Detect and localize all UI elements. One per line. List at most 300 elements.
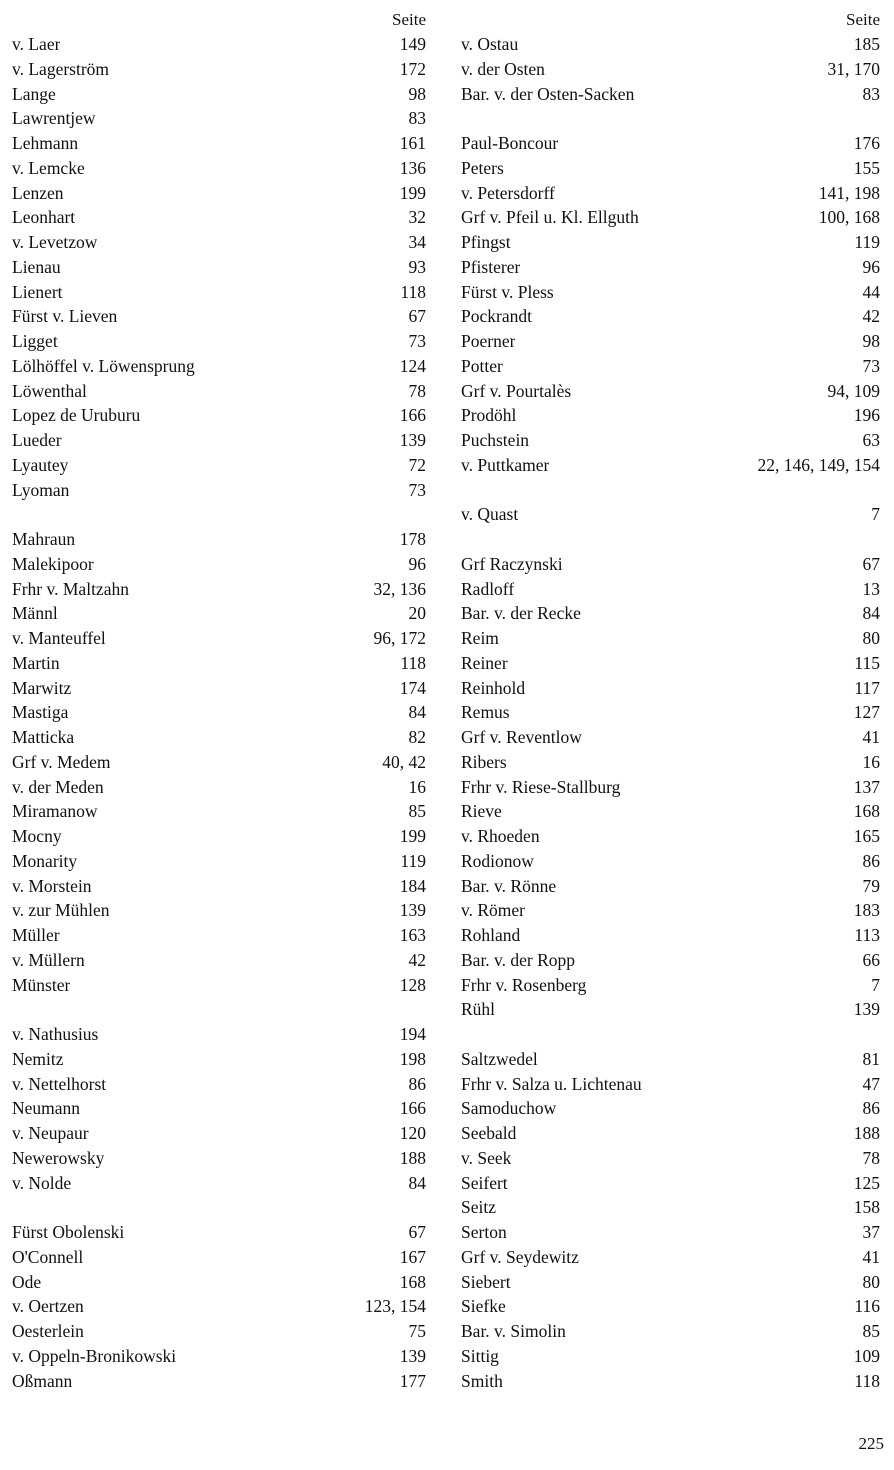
index-entry [461, 898, 880, 923]
entry-name: v. Müllern [12, 949, 85, 970]
entry-pages: 109 [853, 1345, 880, 1366]
entry-name: Seifert [461, 1172, 508, 1193]
entry-pages: 78 [862, 1147, 880, 1168]
entry-name: v. Nolde [12, 1172, 72, 1193]
entry-pages: 20 [408, 603, 426, 624]
entry-name: Matticka [12, 727, 75, 747]
index-entry [461, 824, 880, 849]
entry-pages: 128 [399, 974, 426, 995]
entry-pages: 83 [408, 108, 426, 129]
index-entry [12, 948, 426, 973]
index-entry [12, 379, 426, 404]
index-column-left [12, 8, 426, 1393]
entry-name: Bar. v. Simolin [461, 1321, 566, 1341]
entry-name: Pfisterer [461, 256, 521, 277]
index-entry [461, 1319, 880, 1344]
index-entry [12, 676, 426, 701]
entry-pages: 196 [853, 405, 880, 426]
entry-pages: 32 [408, 207, 426, 228]
index-entry [461, 923, 880, 948]
index-entry [461, 725, 880, 750]
entry-pages: 168 [399, 1271, 426, 1292]
column-header-seite: Seite [846, 10, 880, 29]
entry-name: Ribers [461, 751, 507, 772]
index-entry [12, 1294, 426, 1319]
entry-name: v. Rhoeden [461, 826, 540, 846]
entry-name: Lueder [12, 430, 62, 450]
entry-pages: 127 [853, 702, 880, 723]
entry-pages: 113 [854, 925, 880, 945]
index-column-right [461, 8, 880, 1393]
index-entry [12, 1319, 426, 1344]
index-entry [461, 700, 880, 725]
entry-name: Lenzen [12, 182, 64, 203]
section-gap [12, 1195, 426, 1220]
index-entry [12, 1245, 426, 1270]
entry-pages: 41 [862, 727, 880, 747]
entry-name: Oesterlein [12, 1321, 84, 1341]
section-gap [461, 1022, 880, 1047]
entry-pages: 7 [871, 504, 880, 525]
entry-pages: 73 [408, 331, 426, 351]
entry-pages: 42 [862, 306, 880, 327]
index-entry [12, 57, 426, 82]
entry-name: Pockrandt [461, 306, 532, 327]
entry-pages: 118 [400, 652, 426, 673]
entry-name: Poerner [461, 331, 516, 351]
entry-name: Lyautey [12, 454, 69, 475]
entry-name: Frhr v. Maltzahn [12, 578, 129, 599]
index-entry [461, 1195, 880, 1220]
page-number: 225 [858, 1434, 884, 1453]
entry-name: v. Lemcke [12, 157, 85, 178]
index-entry [12, 849, 426, 874]
index-entry [461, 601, 880, 626]
index-entry [12, 799, 426, 824]
index-entry [12, 82, 426, 107]
entry-name: Sittig [461, 1345, 499, 1366]
entry-pages: 119 [400, 850, 426, 871]
entry-name: Siebert [461, 1271, 511, 1292]
entry-pages: 73 [408, 479, 426, 500]
entry-pages: 67 [408, 1222, 426, 1242]
index-entry [461, 453, 880, 478]
entry-name: Rodionow [461, 850, 534, 871]
entry-name: Neumann [12, 1098, 81, 1119]
entry-pages: 199 [399, 826, 426, 846]
entry-name: Münster [12, 974, 71, 995]
index-entry [461, 403, 880, 428]
entry-name: Potter [461, 355, 503, 376]
entry-name: Rühl [461, 999, 496, 1020]
entry-pages: 116 [854, 1296, 880, 1317]
entry-name: Bar. v. Rönne [461, 875, 557, 896]
index-entry [12, 156, 426, 181]
index-entry [461, 1294, 880, 1319]
entry-pages: 47 [862, 1073, 880, 1094]
entry-pages: 176 [853, 133, 880, 153]
entry-pages: 168 [853, 801, 880, 822]
entry-pages: 16 [862, 751, 880, 772]
entry-name: Leonhart [12, 207, 76, 228]
entry-name: Männl [12, 603, 58, 624]
entry-pages: 67 [862, 553, 880, 574]
entry-name: Frhr v. Rosenberg [461, 974, 587, 995]
entry-pages: 63 [862, 430, 880, 450]
index-entry [12, 403, 426, 428]
entry-name: Rohland [461, 925, 521, 945]
entry-pages: 22, 146, 149, 154 [757, 454, 880, 475]
entry-name: Lienert [12, 281, 63, 302]
entry-pages: 183 [853, 900, 880, 921]
entry-pages: 86 [408, 1073, 426, 1094]
index-entry [12, 478, 426, 503]
entry-pages: 86 [862, 1098, 880, 1119]
entry-name: Oßmann [12, 1370, 73, 1391]
index-entry [461, 1220, 880, 1245]
entry-pages: 166 [399, 1098, 426, 1119]
index-entry [461, 1072, 880, 1097]
section-gap [12, 997, 426, 1022]
entry-name: Lange [12, 83, 56, 104]
entry-name: Samoduchow [461, 1098, 557, 1119]
entry-pages: 137 [853, 776, 880, 797]
index-entry [12, 280, 426, 305]
entry-pages: 125 [853, 1172, 880, 1193]
entry-pages: 177 [399, 1370, 426, 1391]
index-entry [461, 1096, 880, 1121]
index-entry [461, 552, 880, 577]
entry-pages: 161 [399, 133, 426, 153]
entry-name: Smith [461, 1370, 503, 1391]
entry-pages: 86 [862, 850, 880, 871]
index-entry [461, 57, 880, 82]
index-entry [461, 82, 880, 107]
entry-name: Bar. v. der Recke [461, 603, 581, 624]
entry-pages: 98 [862, 331, 880, 351]
entry-name: Reiner [461, 652, 508, 673]
entry-pages: 96 [862, 256, 880, 277]
index-entry [461, 280, 880, 305]
entry-pages: 163 [399, 925, 426, 945]
index-entry [461, 1344, 880, 1369]
entry-name: Reinhold [461, 677, 526, 698]
entry-name: Frhr v. Riese-Stallburg [461, 776, 621, 797]
entry-pages: 139 [853, 999, 880, 1020]
entry-pages: 79 [862, 875, 880, 896]
entry-pages: 84 [408, 702, 426, 723]
index-entry [461, 1245, 880, 1270]
entry-pages: 167 [399, 1246, 426, 1267]
entry-name: Radloff [461, 578, 515, 599]
entry-name: Rieve [461, 801, 502, 822]
section-gap [461, 478, 880, 503]
entry-pages: 42 [408, 949, 426, 970]
index-entry [461, 874, 880, 899]
section-gap [461, 106, 880, 131]
index-entry [12, 1022, 426, 1047]
entry-name: Grf v. Pfeil u. Kl. Ellguth [461, 207, 639, 228]
entry-pages: 149 [399, 34, 426, 54]
index-entry [461, 379, 880, 404]
entry-pages: 123, 154 [364, 1296, 426, 1317]
index-entry [461, 1270, 880, 1295]
index-entry [461, 626, 880, 651]
index-entry [12, 181, 426, 206]
index-entry [461, 32, 880, 57]
entry-name: v. Römer [461, 900, 525, 921]
entry-name: Müller [12, 925, 60, 945]
index-entry [12, 32, 426, 57]
index-entry [12, 354, 426, 379]
entry-pages: 198 [399, 1048, 426, 1069]
index-entry [461, 948, 880, 973]
entry-name: Mahraun [12, 529, 76, 549]
entry-pages: 118 [400, 281, 426, 302]
index-entry [12, 923, 426, 948]
entry-pages: 7 [871, 974, 880, 995]
entry-name: Ode [12, 1271, 42, 1292]
entry-pages: 93 [408, 256, 426, 277]
entry-pages: 81 [862, 1048, 880, 1069]
entry-pages: 80 [862, 628, 880, 648]
entry-name: v. Seek [461, 1147, 512, 1168]
entry-name: Prodöhl [461, 405, 517, 426]
entry-name: Frhr v. Salza u. Lichtenau [461, 1073, 642, 1094]
entry-pages: 120 [399, 1123, 426, 1143]
column-header-seite: Seite [392, 10, 426, 29]
entry-name: v. der Meden [12, 776, 104, 797]
entry-pages: 155 [853, 157, 880, 178]
index-entry [461, 1369, 880, 1394]
entry-pages: 139 [399, 430, 426, 450]
index-entry [12, 700, 426, 725]
entry-name: v. Nathusius [12, 1024, 99, 1044]
index-entry [12, 329, 426, 354]
index-entry [461, 230, 880, 255]
index-entry [461, 849, 880, 874]
index-entry [12, 1096, 426, 1121]
index-entry [12, 205, 426, 230]
index-entry [461, 1171, 880, 1196]
index-entry [461, 973, 880, 998]
entry-pages: 117 [854, 677, 880, 698]
entry-name: Saltzwedel [461, 1048, 538, 1069]
entry-name: Ligget [12, 331, 58, 351]
entry-name: Newerowsky [12, 1147, 105, 1168]
entry-name: v. Puttkamer [461, 454, 550, 475]
entry-pages: 174 [399, 677, 426, 698]
entry-pages: 44 [862, 281, 880, 302]
entry-name: v. Nettelhorst [12, 1073, 107, 1094]
entry-name: v. Neupaur [12, 1123, 89, 1143]
entry-name: Löwenthal [12, 380, 87, 401]
entry-pages: 85 [408, 801, 426, 822]
entry-pages: 96 [408, 553, 426, 574]
entry-name: Grf v. Seydewitz [461, 1246, 579, 1267]
index-entry [12, 1369, 426, 1394]
entry-name: v. Oppeln-Bronikowski [12, 1345, 177, 1366]
index-entry [12, 651, 426, 676]
index-entry [461, 181, 880, 206]
entry-pages: 100, 168 [818, 207, 880, 228]
entry-pages: 80 [862, 1271, 880, 1292]
entry-name: v. Ostau [461, 34, 519, 54]
entry-name: v. Laer [12, 34, 61, 54]
entry-pages: 141, 198 [818, 182, 880, 203]
entry-pages: 184 [399, 875, 426, 896]
entry-name: Martin [12, 652, 60, 673]
entry-name: Fürst v. Pless [461, 281, 554, 302]
entry-name: Grf Raczynski [461, 553, 563, 574]
entry-pages: 118 [854, 1370, 880, 1391]
index-entry [12, 750, 426, 775]
index-entry [461, 428, 880, 453]
entry-pages: 158 [853, 1197, 880, 1218]
entry-pages: 41 [862, 1246, 880, 1267]
index-entry [12, 1072, 426, 1097]
index-entry [12, 527, 426, 552]
entry-name: Bar. v. der Osten-Sacken [461, 83, 635, 104]
entry-pages: 31, 170 [827, 58, 880, 79]
entry-name: Fürst Obolenski [12, 1222, 125, 1242]
entry-pages: 66 [862, 949, 880, 970]
index-entry [12, 1344, 426, 1369]
index-entry [12, 898, 426, 923]
entry-pages: 16 [408, 776, 426, 797]
index-entry [461, 1146, 880, 1171]
index-entry [461, 775, 880, 800]
index-entry [12, 428, 426, 453]
entry-pages: 199 [399, 182, 426, 203]
index-entry [12, 973, 426, 998]
entry-name: Puchstein [461, 430, 530, 450]
entry-name: v. zur Mühlen [12, 900, 110, 921]
entry-name: Seitz [461, 1197, 496, 1218]
entry-pages: 34 [408, 232, 426, 252]
entry-name: Remus [461, 702, 510, 723]
entry-name: v. Quast [461, 504, 519, 525]
entry-pages: 139 [399, 1345, 426, 1366]
entry-pages: 139 [399, 900, 426, 921]
index-entry [12, 824, 426, 849]
index-entry [12, 1146, 426, 1171]
entry-pages: 115 [854, 652, 880, 673]
index-entry [461, 676, 880, 701]
index-entry [461, 304, 880, 329]
entry-pages: 96, 172 [373, 628, 426, 648]
index-entry [12, 1047, 426, 1072]
entry-pages: 188 [853, 1123, 880, 1143]
entry-name: Bar. v. der Ropp [461, 949, 576, 970]
section-gap [461, 527, 880, 552]
entry-pages: 165 [853, 826, 880, 846]
entry-name: Serton [461, 1222, 507, 1242]
entry-name: v. Manteuffel [12, 628, 106, 648]
entry-pages: 82 [408, 727, 426, 747]
index-entry [12, 577, 426, 602]
entry-name: Lölhöffel v. Löwensprung [12, 355, 195, 376]
entry-pages: 119 [854, 232, 880, 252]
entry-pages: 172 [399, 58, 426, 79]
index-entry [461, 651, 880, 676]
entry-name: Mocny [12, 826, 62, 846]
index-entry [461, 329, 880, 354]
index-entry [461, 799, 880, 824]
index-entry [461, 502, 880, 527]
entry-name: v. der Osten [461, 58, 545, 79]
index-entry [12, 131, 426, 156]
entry-pages: 185 [853, 34, 880, 54]
index-entry [12, 1220, 426, 1245]
entry-pages: 188 [399, 1147, 426, 1168]
index-entry [12, 775, 426, 800]
entry-pages: 67 [408, 306, 426, 327]
entry-name: Lienau [12, 256, 61, 277]
entry-name: Miramanow [12, 801, 98, 822]
entry-pages: 13 [862, 578, 880, 599]
section-gap [12, 502, 426, 527]
index-entry [461, 131, 880, 156]
index-list-left [12, 32, 426, 1393]
entry-name: Siefke [461, 1296, 506, 1317]
entry-pages: 136 [399, 157, 426, 178]
index-list-right [461, 32, 880, 1393]
entry-name: Marwitz [12, 677, 72, 698]
index-entry [12, 601, 426, 626]
index-entry [461, 255, 880, 280]
entry-name: Grf v. Medem [12, 751, 111, 772]
entry-name: v. Levetzow [12, 232, 98, 252]
entry-name: v. Lagerström [12, 58, 110, 79]
entry-pages: 40, 42 [382, 751, 426, 772]
entry-pages: 83 [862, 83, 880, 104]
entry-name: Lehmann [12, 133, 79, 153]
index-entry [12, 230, 426, 255]
entry-pages: 84 [408, 1172, 426, 1193]
index-entry [12, 874, 426, 899]
entry-name: Seebald [461, 1123, 517, 1143]
index-entry [461, 156, 880, 181]
index-entry [12, 626, 426, 651]
entry-name: Malekipoor [12, 553, 94, 574]
entry-pages: 84 [862, 603, 880, 624]
index-entry [12, 1121, 426, 1146]
entry-pages: 98 [408, 83, 426, 104]
entry-name: Grf v. Reventlow [461, 727, 582, 747]
entry-name: O'Connell [12, 1246, 84, 1267]
index-entry [12, 1270, 426, 1295]
index-entry [461, 997, 880, 1022]
entry-name: Lyoman [12, 479, 70, 500]
entry-pages: 166 [399, 405, 426, 426]
index-entry [461, 354, 880, 379]
index-entry [12, 453, 426, 478]
index-entry [12, 255, 426, 280]
index-entry [12, 725, 426, 750]
entry-name: Mastiga [12, 702, 69, 723]
entry-pages: 178 [399, 529, 426, 549]
entry-name: Fürst v. Lieven [12, 306, 118, 327]
entry-name: Grf v. Pourtalès [461, 380, 572, 401]
entry-pages: 78 [408, 380, 426, 401]
index-entry [461, 1047, 880, 1072]
entry-name: Pfingst [461, 232, 511, 252]
entry-name: v. Petersdorff [461, 182, 555, 203]
index-entry [461, 1121, 880, 1146]
entry-name: Monarity [12, 850, 78, 871]
entry-pages: 37 [862, 1222, 880, 1242]
